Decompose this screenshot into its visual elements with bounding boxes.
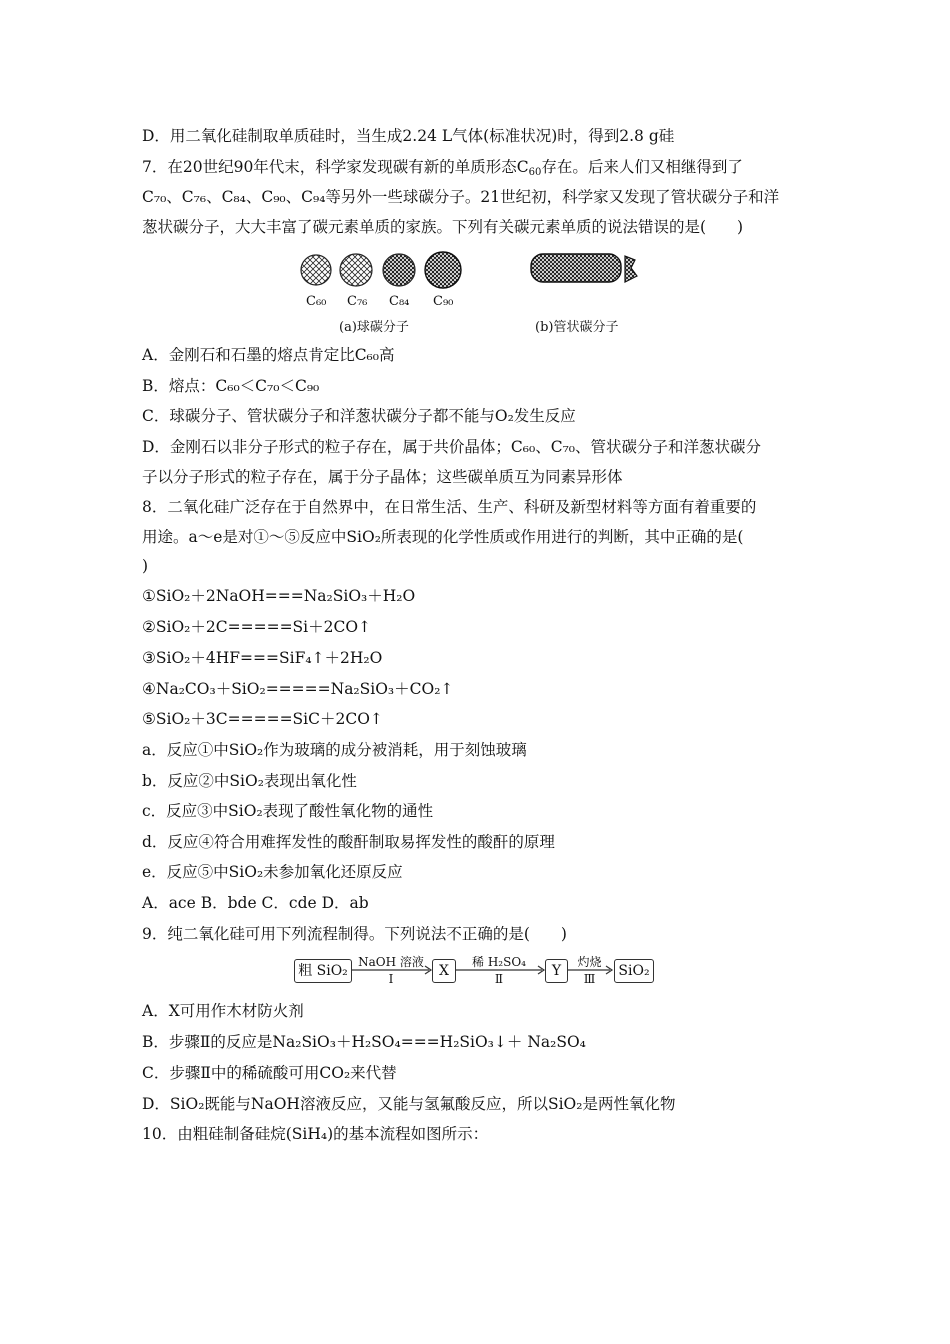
flow-step2-reagent: 稀 H₂SO₄ [472,955,526,969]
flow-step2-number: Ⅱ [494,972,504,986]
flow-step3-condition: 灼烧 [577,955,602,969]
label-c84: C₈₄ [389,294,410,309]
label-c60: C₆₀ [306,294,327,309]
flow-box-crude-sio2: 粗 SiO₂ [294,959,352,983]
q7-stem-line2: C₇₀、C₇₆、C₈₄、C₉₀、C₉₄等另外一些球碳分子。21世纪初，科学家又发现了管状碳分子和洋 [142,188,780,206]
flow-step1-reagent: NaOH 溶液 [358,955,424,969]
q7-option-a: A．金刚石和石墨的熔点肯定比C₆₀高 [142,346,395,364]
caption-spherical: (a)球碳分子 [339,320,409,335]
c90-sphere [425,252,461,288]
q9-option-a: A．X可用作木材防火剂 [142,1002,304,1020]
q8-reaction-4: ④Na₂CO₃＋SiO₂=====Na₂SiO₃＋CO₂↑ [142,680,454,698]
flow-box-y: Y [545,959,568,983]
q9-flow-diagram [292,955,662,989]
nanotube-body [531,254,621,282]
q7-option-d-line2: 子以分子形式的粒子存在，属于分子晶体；这些碳单质互为同素异形体 [142,468,623,486]
q8-reaction-1: ①SiO₂＋2NaOH===Na₂SiO₃＋H₂O [142,587,416,605]
flow-step3-number: Ⅲ [583,972,596,986]
q8-stem-line2: 用途。a～e是对①～⑤反应中SiO₂所表现的化学性质或作用进行的判断，其中正确的是( [142,528,744,546]
flow-box-pure-sio2: SiO₂ [614,959,654,983]
q9-stem: 9．纯二氧化硅可用下列流程制得。下列说法不正确的是( ) [142,925,567,943]
q7-option-c: C．球碳分子、管状碳分子和洋葱状碳分子都不能与O₂发生反应 [142,407,576,425]
q8-stem-line1: 8．二氧化硅广泛存在于自然界中，在日常生活、生产、科研及新型材料等方面有着重要的 [142,498,757,516]
q8-reaction-5: ⑤SiO₂＋3C=====SiC＋2CO↑ [142,710,383,728]
q7-stem-line1: 7．在20世纪90年代末，科学家发现碳有新的单质形态$C_{60}$存在。后来人们又相继得到了 [142,158,743,178]
caption-tubular: (b)管状碳分子 [535,320,619,335]
q8-judgment-d: d．反应④符合用难挥发性的酸酐制取易挥发性的酸酐的原理 [142,833,555,851]
flow-step1-number: Ⅰ [388,972,394,986]
q8-options: A．ace B．bde C．cde D．ab [142,894,369,912]
q10-stem: 10．由粗硅制备硅烷(SiH₄)的基本流程如图所示： [142,1125,489,1143]
flow-box-x: X [432,959,456,983]
q9-option-d: D．SiO₂既能与NaOH溶液反应，又能与氢氟酸反应，所以SiO₂是两性氧化物 [142,1095,676,1113]
nanotube-cap [625,256,637,282]
q8-reaction-3: ③SiO₂＋4HF===SiF₄↑＋2H₂O [142,649,383,667]
label-c76: C₇₆ [347,294,368,309]
q7-option-b: B．熔点：C₆₀＜C₇₀＜C₉₀ [142,377,320,395]
q8-judgment-b: b．反应②中SiO₂表现出氧化性 [142,772,357,790]
q6-option-d: D．用二氧化硅制取单质硅时，当生成2.24 L气体(标准状况)时，得到2.8 g硅 [142,127,675,145]
q7-stem-line3: 葱状碳分子，大大丰富了碳元素单质的家族。下列有关碳元素单质的说法错误的是( ) [142,218,744,236]
q8-stem-line3: ) [142,557,149,575]
q8-judgment-e: e．反应⑤中SiO₂未参加氧化还原反应 [142,863,403,881]
q8-judgment-a: a．反应①中SiO₂作为玻璃的成分被消耗，用于刻蚀玻璃 [142,741,527,759]
carbon-molecules-figure [295,248,655,338]
q8-reaction-2: ②SiO₂＋2C=====Si＋2CO↑ [142,618,372,636]
q9-option-b: B．步骤Ⅱ的反应是Na₂SiO₃＋H₂SO₄===H₂SiO₃↓＋ Na₂SO₄ [142,1033,586,1051]
q8-judgment-c: c．反应③中SiO₂表现了酸性氧化物的通性 [142,802,434,820]
c76-sphere [340,254,372,286]
q9-option-c: C．步骤Ⅱ中的稀硫酸可用CO₂来代替 [142,1064,397,1082]
q7-option-d-line1: D．金刚石以非分子形式的粒子存在，属于共价晶体；C₆₀、C₇₀、管状碳分子和洋葱状碳分 [142,438,762,456]
label-c90: C₉₀ [433,294,454,309]
c60-sphere [301,255,331,285]
c84-sphere [383,254,415,286]
